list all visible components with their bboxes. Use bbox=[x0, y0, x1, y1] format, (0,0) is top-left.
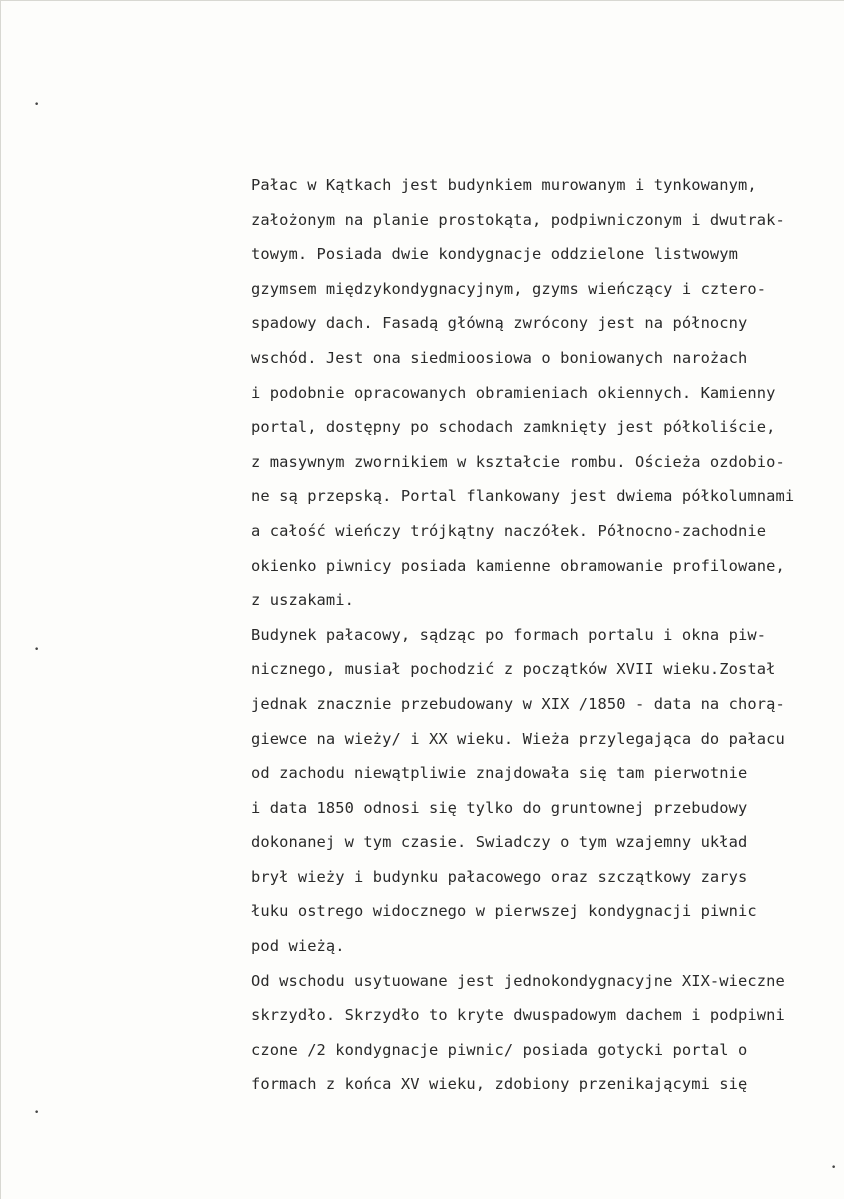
text-line: wschód. Jest ona siedmioosiowa o boniowanych narożach bbox=[251, 348, 748, 367]
text-line: Pałac w Kątkach jest budynkiem murowanym i tynkowanym, bbox=[251, 176, 757, 194]
text-line: od zachodu niewątpliwie znajdowała się tam pierwotnie bbox=[251, 764, 748, 783]
text-line: brył wieży i budynku pałacowego oraz szczątkowy zarys bbox=[251, 867, 748, 886]
margin-speck: • bbox=[831, 1163, 837, 1173]
text-line: czone /2 kondygnacje piwnic/ posiada gotycki portal o bbox=[251, 1040, 748, 1059]
text-line: giewce na wieży/ i XX wieku. Wieża przylegająca do pałacu bbox=[251, 729, 785, 748]
text-line: formach z końca XV wieku, zdobiony przenikającymi się bbox=[251, 1075, 748, 1094]
text-line: z masywnym zwornikiem w kształcie rombu. Ościeża ozdobio- bbox=[251, 452, 785, 471]
text-line: Budynek pałacowy, sądząc po formach portalu i okna piw- bbox=[251, 625, 767, 644]
text-line: portal, dostępny po schodach zamknięty jest półkoliście, bbox=[251, 418, 776, 437]
text-line: nicznego, musiał pochodzić z początków XVII wieku.Został bbox=[251, 660, 776, 679]
margin-speck: • bbox=[34, 1108, 40, 1118]
text-line: okienko piwnicy posiada kamienne obramowanie profilowane, bbox=[251, 556, 785, 575]
text-line: skrzydło. Skrzydło to kryte dwuspadowym dachem i podpiwni bbox=[251, 1006, 785, 1025]
text-line: Od wschodu usytuowane jest jednokondygnacyjne XIX-wieczne bbox=[251, 971, 785, 990]
text-line: założonym na planie prostokąta, podpiwniczonym i dwutrak- bbox=[251, 210, 785, 229]
text-line: spadowy dach. Fasadą główną zwrócony jest na północny bbox=[251, 314, 748, 333]
text-line: dokonanej w tym czasie. Swiadczy o tym wzajemny układ bbox=[251, 833, 748, 852]
text-line: jednak znacznie przebudowany w XIX /1850 - data na chorą- bbox=[251, 694, 785, 713]
text-line: łuku ostrego widocznego w pierwszej kondygnacji piwnic bbox=[251, 902, 757, 921]
margin-speck: • bbox=[34, 100, 40, 110]
typewritten-text bbox=[251, 168, 844, 1102]
text-line: towym. Posiada dwie kondygnacje oddzielone listwowym bbox=[251, 245, 739, 264]
text-line: pod wieżą. bbox=[251, 937, 345, 956]
text-line: a całość wieńczy trójkątny naczółek. Północno-zachodnie bbox=[251, 521, 767, 540]
text-line: z uszakami. bbox=[251, 591, 355, 610]
text-line: i podobnie opracowanych obramieniach okiennych. Kamienny bbox=[251, 383, 776, 402]
text-line: gzymsem międzykondygnacyjnym, gzyms wieńczący i cztero- bbox=[251, 279, 767, 298]
text-line: ne są przepską. Portal flankowany jest dwiema półkolumnami bbox=[251, 487, 795, 506]
text-line: i data 1850 odnosi się tylko do gruntownej przebudowy bbox=[251, 798, 748, 817]
margin-speck: • bbox=[34, 645, 40, 655]
